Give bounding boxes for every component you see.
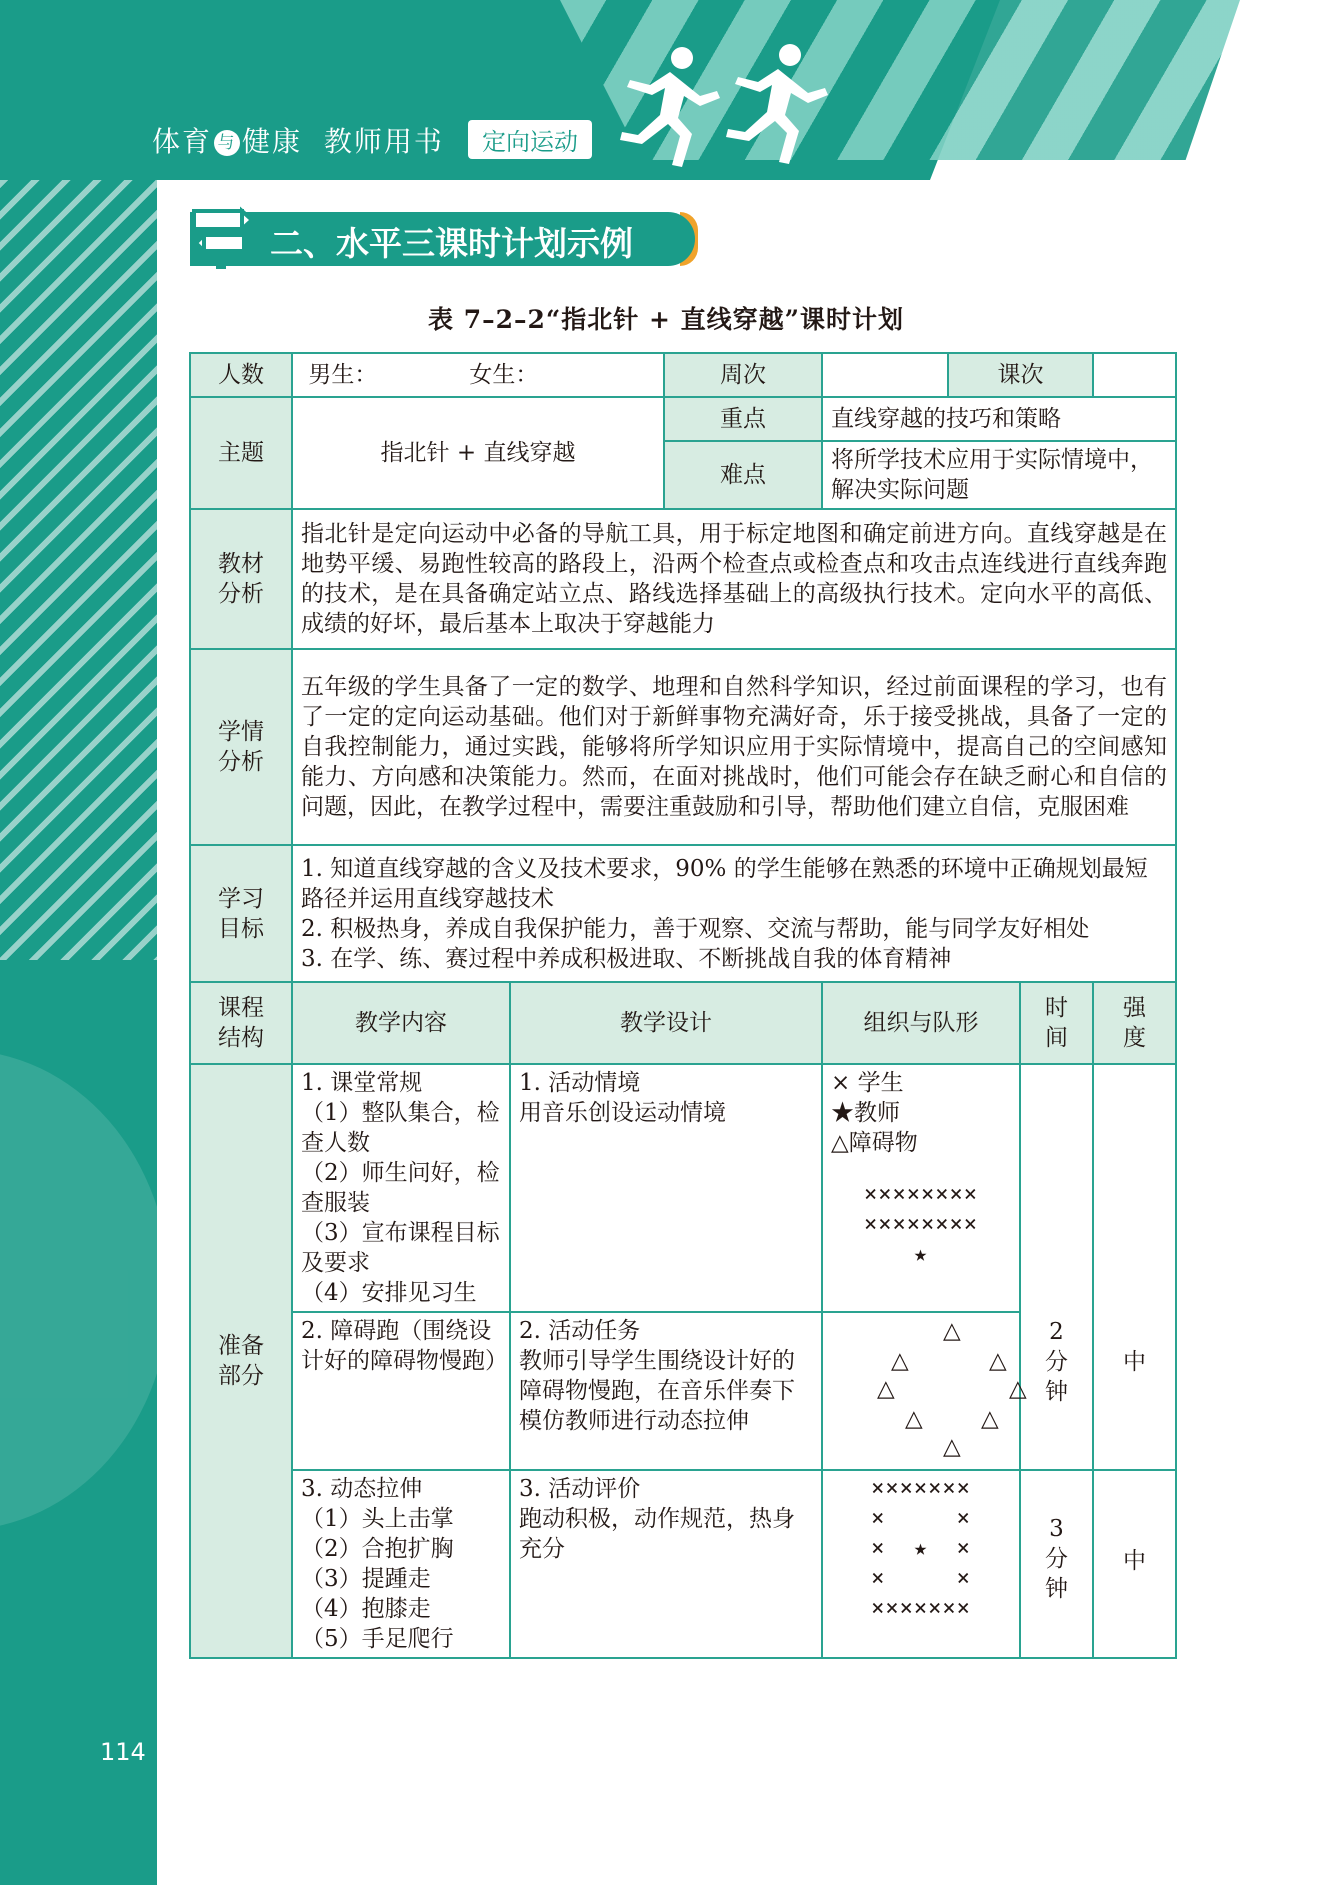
- goals-label: 学习 目标: [190, 845, 292, 982]
- content-header: 教学内容: [292, 982, 510, 1064]
- obstacle-mark: △: [877, 1376, 895, 1402]
- circle-formation: ××××××× × × × ★ × × × ×××××××: [871, 1476, 971, 1621]
- legend-student: × 学生: [831, 1070, 904, 1096]
- obstacle-mark: △: [981, 1406, 999, 1432]
- obstacle-mark: △: [943, 1318, 961, 1344]
- prep-content-3: 3. 动态拉伸 （1）头上击掌 （2）合抱扩胸 （3）提踵走 （4）抱膝走 （5）手足爬行: [292, 1470, 510, 1658]
- count-label: 人数: [190, 353, 292, 397]
- page-number: 114: [100, 1738, 146, 1766]
- chapter-tag: 定向运动: [468, 120, 592, 159]
- obstacle-mark: △: [891, 1348, 909, 1374]
- goal-item: 2. 积极热身，养成自我保护能力，善于观察、交流与帮助，能与同学友好相处: [301, 915, 1090, 942]
- difficulty-label: 难点: [664, 441, 822, 509]
- material-label: 教材 分析: [190, 509, 292, 649]
- prep-content-2: 2. 障碍跑（围绕设计好的障碍物慢跑）: [292, 1312, 510, 1470]
- week-value: [822, 353, 948, 397]
- prep-organization-3: [822, 1470, 1020, 1658]
- week-label: 周次: [664, 353, 822, 397]
- prep-label: 准备 部分: [190, 1064, 292, 1658]
- topic-value: 指北针 + 直线穿越: [292, 397, 664, 509]
- prep-time-2: 2 分 钟: [1020, 1064, 1093, 1470]
- prep-content-1: 1. 课堂常规 （1）整队集合，检查人数 （2）师生问好，检查服装 （3）宣布课程目标及要求 （4）安排见习生: [292, 1064, 510, 1312]
- goals-list: [292, 845, 1176, 982]
- obstacle-mark: △: [989, 1348, 1007, 1374]
- obstacle-mark: △: [905, 1406, 923, 1432]
- legend-obstacle: △障碍物: [831, 1130, 918, 1156]
- prep-organization-1: [822, 1064, 1020, 1312]
- obstacle-mark: △: [943, 1434, 961, 1460]
- formation-rows: ×××××××× ×××××××× ★: [864, 1182, 978, 1267]
- section-title: 二、水平三课时计划示例: [190, 212, 695, 266]
- topic-label: 主题: [190, 397, 292, 509]
- book-title: 体育 与 健康 教师用书: [152, 125, 444, 158]
- prep-organization-2: [822, 1312, 1027, 1470]
- prep-design-1: 1. 活动情境 用音乐创设运动情境: [510, 1064, 822, 1312]
- sidebar-stripes: [0, 180, 157, 960]
- focus-value: 直线穿越的技巧和策略: [822, 397, 1176, 441]
- students-label: 学情 分析: [190, 649, 292, 845]
- structure-header: 课程 结构: [190, 982, 292, 1064]
- design-header: 教学设计: [510, 982, 822, 1064]
- signpost-icon: [190, 203, 260, 273]
- prep-design-2: 2. 活动任务 教师引导学生围绕设计好的障碍物慢跑，在音乐伴奏下模仿教师进行动态拉伸: [510, 1312, 822, 1470]
- obstacle-formation: [831, 1316, 1027, 1466]
- goal-item: 3. 在学、练、赛过程中养成积极进取、不断挑战自我的体育精神: [301, 945, 952, 972]
- lesson-plan-table: [189, 352, 1177, 1659]
- obstacle-mark: △: [1009, 1376, 1027, 1402]
- lesson-value: [1093, 353, 1176, 397]
- goal-item: 1. 知道直线穿越的含义及技术要求，90% 的学生能够在熟悉的环境中正确规划最短路径并运用直线穿越技术: [301, 855, 1148, 912]
- organization-header: 组织与队形: [822, 982, 1020, 1064]
- page-header: [0, 0, 1332, 180]
- sidebar-circle: [0, 1050, 157, 1530]
- prep-intensity-2: 中: [1093, 1064, 1176, 1470]
- students-text: 五年级的学生具备了一定的数学、地理和自然科学知识，经过前面课程的学习，也有了一定的定向运动基础。他们对于新鲜事物充满好奇，乐于接受挑战，具备了一定的自我控制能力，通过实践，能够将所学知识应用于实际情境中，提高自己的空间感知能力、方向感和决策能力。然而，在面对挑战时，他们可能会存在缺乏耐心和自信的问题，因此，在教学过程中，需要注重鼓励和引导，帮助他们建立自信，克服困难: [292, 649, 1176, 845]
- focus-label: 重点: [664, 397, 822, 441]
- legend-teacher: ★教师: [831, 1100, 900, 1126]
- prep-design-3: 3. 活动评价 跑动积极，动作规范，热身充分: [510, 1470, 822, 1658]
- material-text: 指北针是定向运动中必备的导航工具，用于标定地图和确定前进方向。直线穿越是在地势平缓、易跑性较高的路段上，沿两个检查点或检查点和攻击点连线进行直线奔跑的技术，是在具备确定站立点、路线选择基础上的高级执行技术。定向水平的高低、成绩的好坏，最后基本上取决于穿越能力: [292, 509, 1176, 649]
- table-caption: 表 7–2–2“指北针 + 直线穿越”课时计划: [427, 305, 904, 334]
- difficulty-value: 将所学技术应用于实际情境中，解决实际问题: [822, 441, 1176, 509]
- count-value: 男生： 女生：: [292, 353, 664, 397]
- intensity-header: 强 度: [1093, 982, 1176, 1064]
- time-header: 时 间: [1020, 982, 1093, 1064]
- lesson-label: 课次: [948, 353, 1093, 397]
- runner-icon: [610, 40, 850, 170]
- sidebar-band: [0, 0, 157, 1885]
- prep-time-3: 3 分 钟: [1020, 1470, 1093, 1658]
- prep-intensity-3: 中: [1093, 1470, 1176, 1658]
